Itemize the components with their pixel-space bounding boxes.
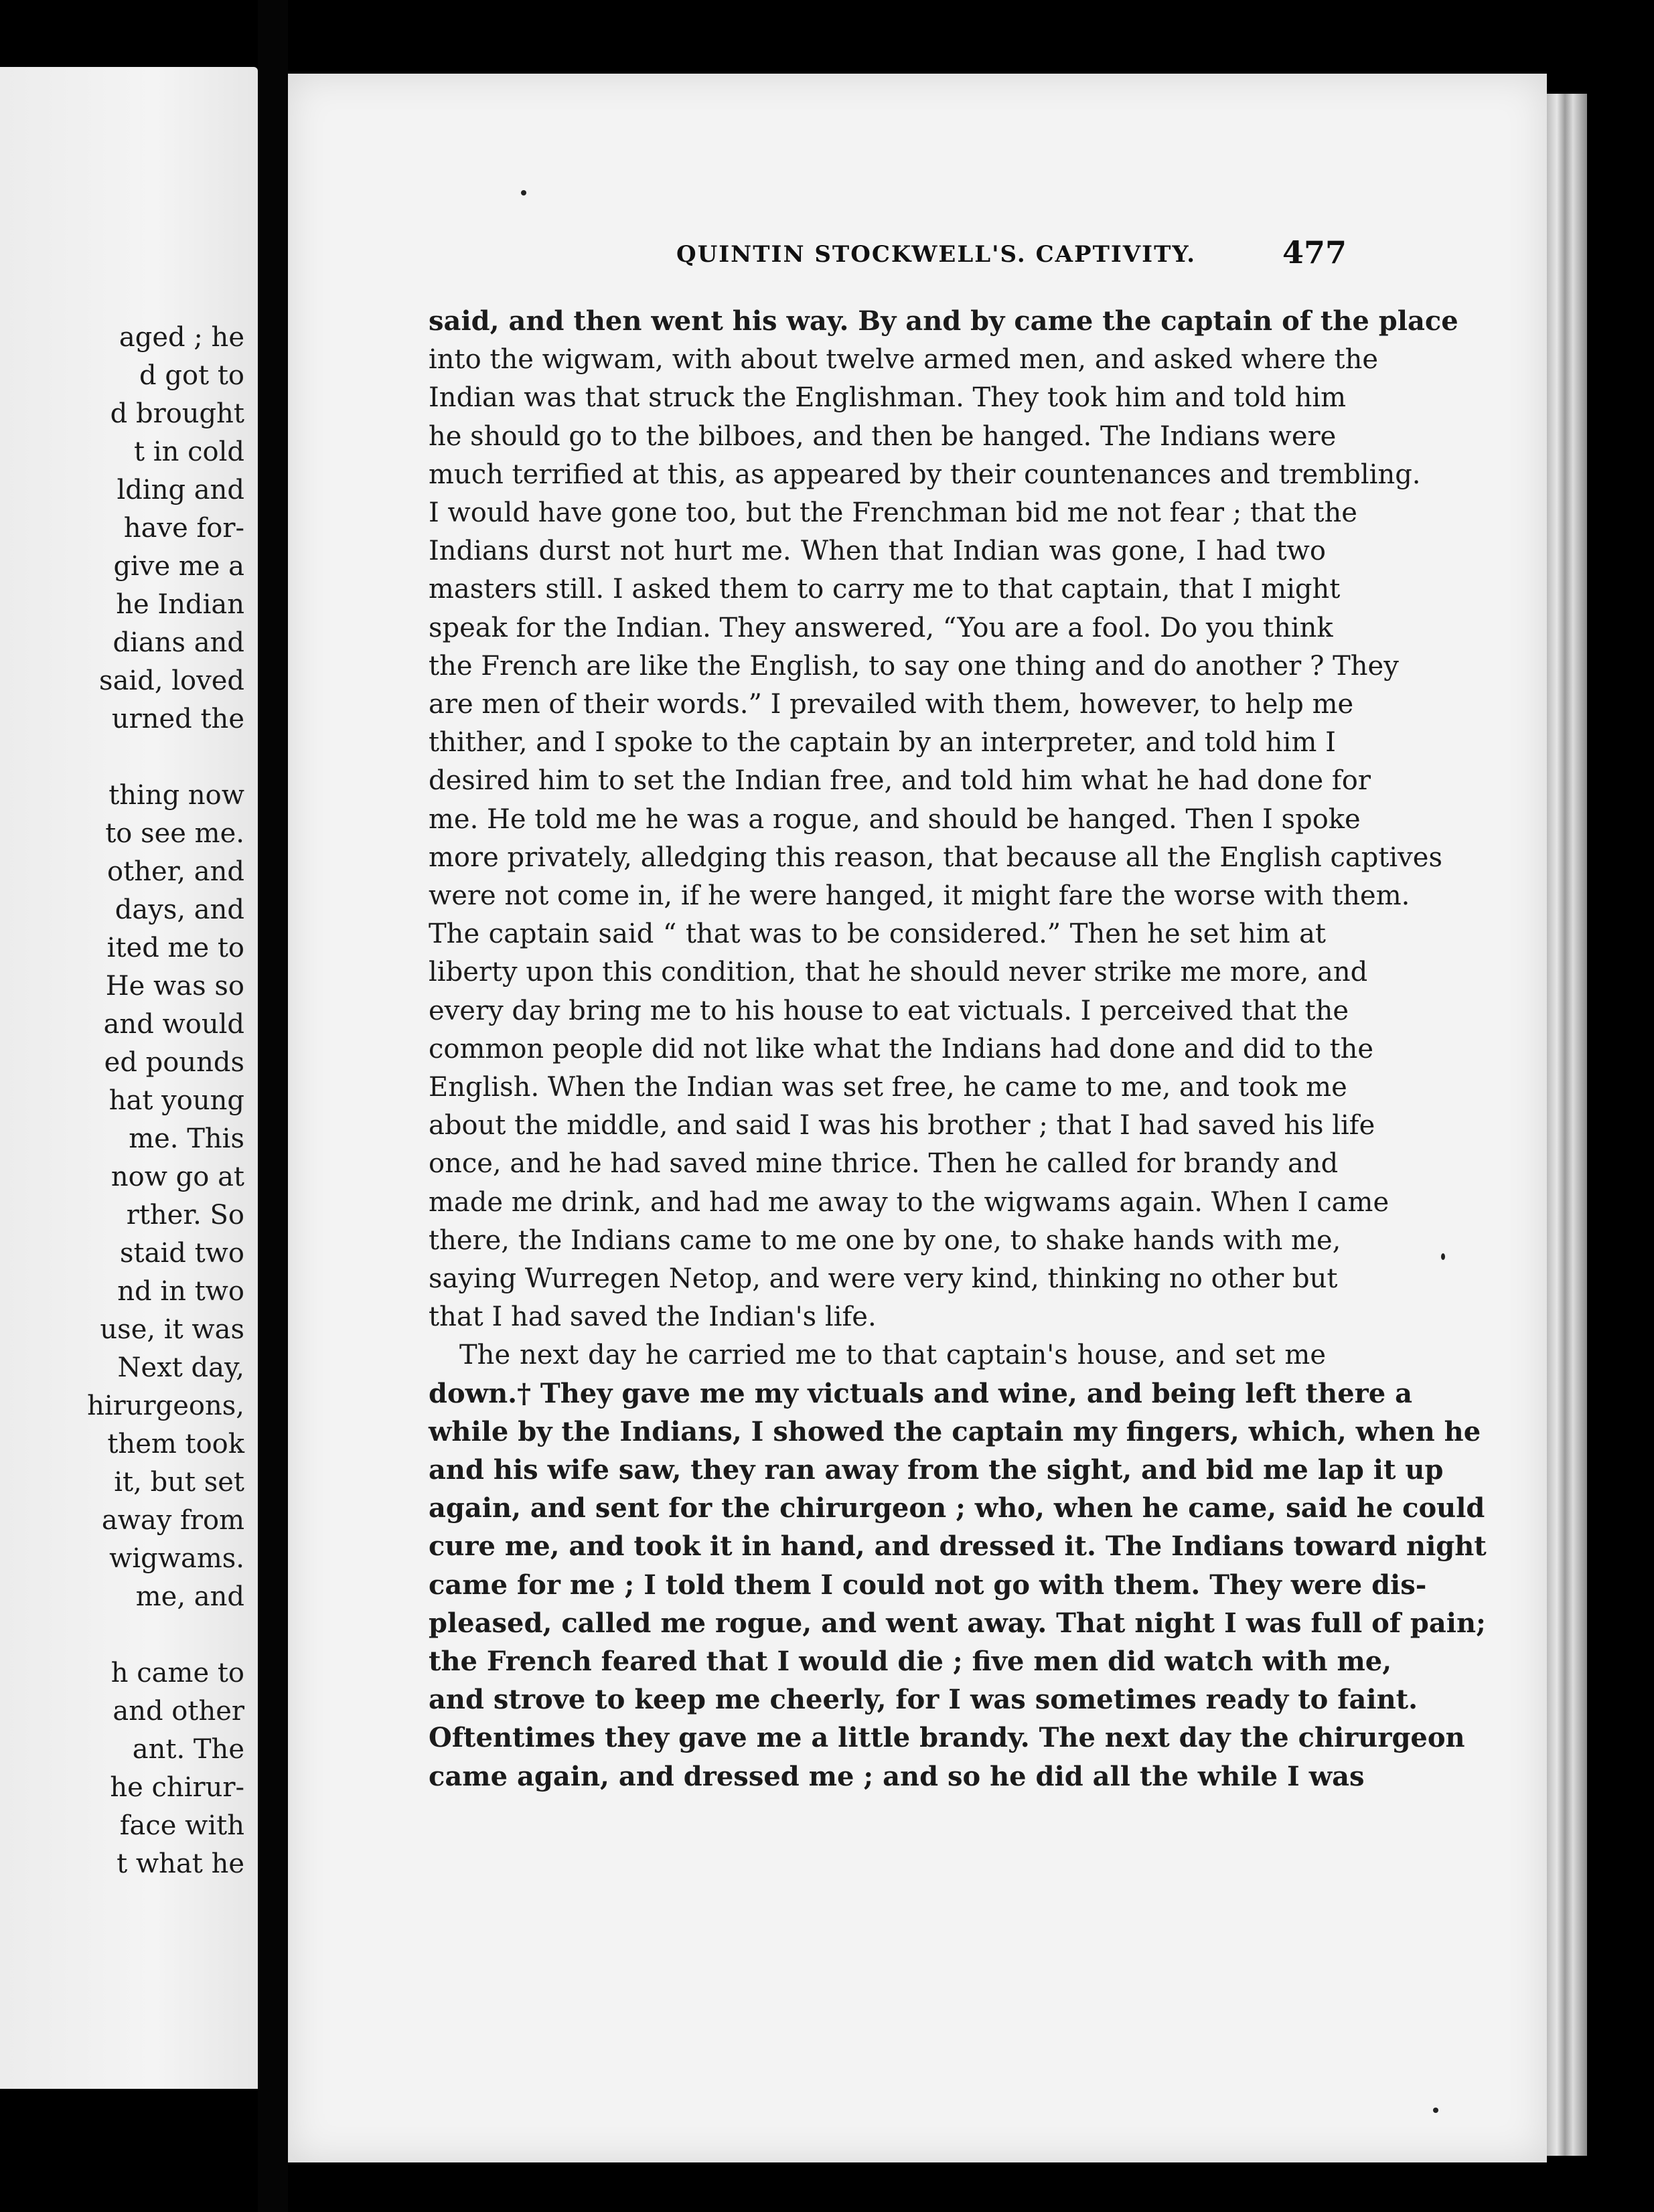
previous-page-line: staid two: [120, 1238, 244, 1269]
previous-page-line: aged ; he: [119, 322, 244, 353]
previous-page-fragment: [0, 67, 258, 2089]
previous-page-line: thing now: [108, 780, 244, 811]
previous-page-line: and would: [103, 1009, 244, 1040]
previous-page-line: me. This: [129, 1123, 244, 1154]
body-line: I would have gone too, but the Frenchman bid me not fear ; that the: [429, 497, 1357, 528]
body-line: while by the Indians, I showed the captain my fingers, which, when he: [429, 1415, 1481, 1447]
previous-page-line: urned the: [111, 704, 244, 734]
previous-page-line: t in cold: [134, 437, 244, 467]
previous-page-line: lding and: [117, 475, 244, 505]
body-line: The captain said “ that was to be considered.” Then he set him at: [429, 919, 1326, 950]
body-line: Indian was that struck the Englishman. They took him and told him: [429, 382, 1347, 414]
previous-page-line: other, and: [107, 856, 244, 887]
body-line: were not come in, if he were hanged, it might fare the worse with them.: [429, 880, 1410, 911]
body-line: liberty upon this condition, that he should never strike me more, and: [429, 957, 1368, 988]
previous-page-line: days, and: [115, 894, 244, 925]
body-line: pleased, called me rogue, and went away. That night I was full of pain;: [429, 1607, 1486, 1639]
body-line: the French feared that I would die ; five men did watch with me,: [429, 1646, 1392, 1677]
body-line: much terrified at this, as appeared by their countenances and trembling.: [429, 459, 1421, 490]
book-gutter: [258, 0, 288, 2212]
body-line: masters still. I asked them to carry me to that captain, that I might: [429, 574, 1341, 605]
body-line: made me drink, and had me away to the wigwams again. When I came: [429, 1186, 1389, 1218]
previous-page-line: ed pounds: [104, 1047, 244, 1078]
body-line: me. He told me he was a rogue, and should be hanged. Then I spoke: [429, 803, 1361, 835]
page-number: 477: [1282, 234, 1347, 270]
previous-page-line: wigwams.: [109, 1543, 244, 1574]
body-line: and strove to keep me cheerly, for I was sometimes ready to faint.: [429, 1684, 1418, 1716]
previous-page-line: He was so: [105, 971, 244, 1002]
body-line: the French are like the English, to say one thing and do another ? They: [429, 650, 1399, 682]
previous-page-line: hirurgeons,: [87, 1391, 244, 1421]
previous-page-line: hat young: [108, 1085, 244, 1116]
previous-page-line: said, loved: [99, 665, 244, 696]
body-line: and his wife saw, they ran away from the sight, and bid me lap it up: [429, 1454, 1444, 1486]
body-line: Indians durst not hurt me. When that Indian was gone, I had two: [429, 536, 1326, 567]
previous-page-line: nd in two: [117, 1276, 244, 1307]
body-line: came for me ; I told them I could not go with them. They were dis-: [429, 1569, 1427, 1601]
body-line: desired him to set the Indian free, and told him what he had done for: [429, 765, 1371, 797]
previous-page-line: d brought: [110, 398, 244, 429]
previous-page-line: dians and: [112, 627, 244, 658]
previous-page-line: face with: [119, 1810, 244, 1841]
previous-page-line: to see me.: [105, 818, 244, 849]
body-line: The next day he carried me to that captain's house, and set me: [459, 1340, 1326, 1371]
body-line: that I had saved the Indian's life.: [429, 1301, 877, 1333]
previous-page-line: he Indian: [116, 589, 244, 620]
body-line: every day bring me to his house to eat victuals. I perceived that the: [429, 995, 1349, 1026]
body-line: into the wigwam, with about twelve armed men, and asked where the: [429, 344, 1379, 376]
previous-page-line: t what he: [117, 1848, 244, 1879]
body-line: English. When the Indian was set free, he came to me, and took me: [429, 1072, 1347, 1103]
previous-page-line: d got to: [139, 360, 244, 391]
running-head: QUINTIN STOCKWELL'S. CAPTIVITY.: [676, 241, 1197, 268]
previous-page-line: me, and: [135, 1581, 244, 1612]
body-line: speak for the Indian. They answered, “You are a fool. Do you think: [429, 612, 1333, 643]
previous-page-line: them took: [107, 1429, 244, 1459]
previous-page-line: use, it was: [100, 1314, 244, 1345]
previous-page-line: rther. So: [126, 1200, 244, 1231]
body-line: about the middle, and said I was his brother ; that I had saved his life: [429, 1110, 1375, 1141]
body-line: common people did not like what the Indians had done and did to the: [429, 1033, 1374, 1064]
previous-page-line: now go at: [110, 1162, 244, 1192]
previous-page-line: ited me to: [106, 933, 244, 963]
body-line: cure me, and took it in hand, and dressed it. The Indians toward night: [429, 1530, 1487, 1563]
body-line: down.† They gave me my victuals and wine, and being left there a: [429, 1377, 1413, 1409]
body-line: Oftentimes they gave me a little brandy. The next day the chirurgeon: [429, 1722, 1465, 1754]
previous-page-line: he chirur-: [110, 1772, 244, 1803]
previous-page-line: h came to: [110, 1658, 244, 1688]
body-line: more privately, alledging this reason, that because all the English captives: [429, 842, 1442, 873]
body-line: once, and he had saved mine thrice. Then he called for brandy and: [429, 1148, 1339, 1180]
previous-page-line: Next day,: [117, 1352, 244, 1383]
ink-speck: [521, 190, 526, 195]
body-line: thither, and I spoke to the captain by an interpreter, and told him I: [429, 727, 1336, 759]
body-line: there, the Indians came to me one by one, to shake hands with me,: [429, 1224, 1341, 1256]
previous-page-line: away from: [101, 1505, 244, 1536]
body-line: came again, and dressed me ; and so he did all the while I was: [429, 1760, 1365, 1792]
previous-page-line: have for-: [123, 513, 244, 544]
body-line: said, and then went his way. By and by came the captain of the place: [429, 305, 1458, 337]
previous-page-line: and other: [112, 1696, 244, 1727]
previous-page-line: it, but set: [114, 1467, 244, 1498]
ink-speck: [1441, 1253, 1445, 1260]
body-line: he should go to the bilboes, and then be hanged. The Indians were: [429, 420, 1337, 452]
previous-page-line: ant. The: [132, 1734, 244, 1765]
ink-speck: [1433, 2108, 1438, 2113]
previous-page-line: give me a: [113, 551, 244, 582]
body-line: are men of their words.” I prevailed with them, however, to help me: [429, 689, 1354, 720]
body-line: saying Wurregen Netop, and were very kind, thinking no other but: [429, 1263, 1338, 1294]
page-edge-stack: [1547, 94, 1587, 2156]
body-line: again, and sent for the chirurgeon ; who, when he came, said he could: [429, 1492, 1485, 1524]
